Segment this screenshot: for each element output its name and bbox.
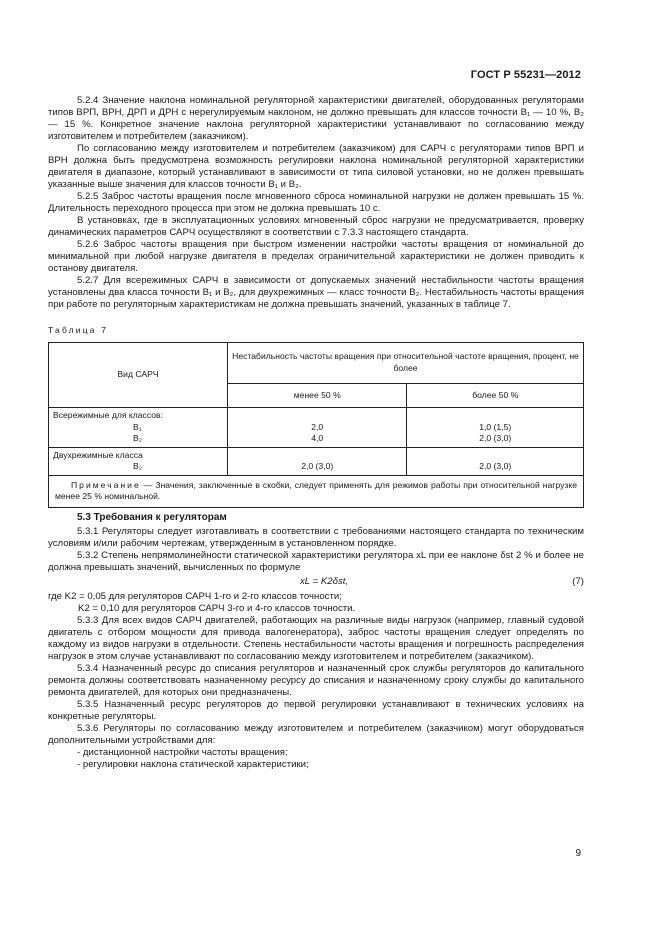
paragraph-5-2-5-installations: В установках, где в эксплуатационных условиях мгновенный сброс нагрузки не предусматривается, проверку динамических параметров САРЧ осуществляют в соответствии с 7.3.3 настоящего стандарта. (48, 215, 584, 238)
table-head-more-50: более 50 % (407, 383, 584, 407)
value-two-mode-less-50: 2,0 (3,0) (228, 447, 407, 475)
paragraph-5-3-5: 5.3.5 Назначенный ресурс регуляторов до первой регулировки устанавливают в технических условиях на конкретные регуляторы. (48, 698, 584, 722)
table-head-group: Нестабильность частоты вращения при относительной частоте вращения, процент, не более (228, 343, 584, 384)
document-body (48, 95, 584, 771)
page-number: 9 (575, 848, 581, 859)
value-b1-more-50: 1,0 (1,5) (479, 421, 512, 432)
value-b2-less-50: 4,0 (311, 433, 324, 443)
row-label-all-mode: Всережимные для классов: (53, 410, 163, 420)
table-head-less-50: менее 50 % (228, 383, 407, 407)
row-label-two-mode: Двухрежимные класса (53, 449, 143, 460)
table-row (49, 408, 584, 448)
list-item: - дистанционной настройки частоты вращения; (77, 746, 288, 758)
paragraph-5-3-4: 5.3.4 Назначенный ресурс до списания регуляторов и назначенный срок службы регуляторов до капитального ремонта должны соответствовать назначенному ресурсу до списания и назначенному сроку службы до капитального ремонта двигателей, для которых они предназначены. (48, 662, 584, 698)
formula-7 (48, 576, 584, 590)
paragraph-5-3-3: 5.3.3 Для всех видов САРЧ двигателей, работающих на различные виды нагрузок (например, главный судовой двигатель с отбором мощности для привода валогенератора), заброс частоты вращения следует определять по каждому из видов нагрузки в отдельности. Степень нестабильности частоты вращения и погрешность распределения нагрузок в этом случае устанавливают по согласованию между изготовителем и потребителем (заказчиком). (48, 614, 584, 662)
row-class-b2-two-mode: В₂ (133, 461, 143, 471)
paragraph-5-2-6: 5.2.6 Заброс частоты вращения при быстром изменении настройки частоты вращения от номинальной до минимальной при любой нагрузке двигателя в пределах ограничительной характеристики не должен приводить к останову двигателя. (48, 239, 584, 274)
paragraph-5-2-4: 5.2.4 Значение наклона номинальной регуляторной характеристики двигателей, оборудованных регуляторами типов ВРП, ВРН, ДРП и ДРН с нерегулируемым наклоном, не должно превышать для классов точности В₁ — 10 %, В₂ — 15 %. Конкретное значение наклона регуляторной характеристики устанавливают по согласованию между изготовителем и потребителем (заказчиком). (48, 95, 584, 142)
table-head-type: Вид САРЧ (49, 343, 228, 408)
value-b2-more-50: 2,0 (3,0) (479, 433, 512, 443)
paragraph-5-3-1: 5.3.1 Регуляторы следует изготавливать в соответствии с требованиями настоящего стандарта по техническим условиям и/или рабочим чертежам, утвержденным в установленном порядке. (48, 525, 584, 549)
where-k2-first: где K2 = 0,05 для регуляторов САРЧ 1-го и 2-го классов точности; (48, 590, 342, 602)
row-class-b1: В₁ (133, 421, 142, 432)
table-note (49, 475, 584, 507)
paragraph-5-3-2: 5.3.2 Степень непрямолинейности статической характеристики регулятора xL при ее наклоне δst 2 % и более не должна превышать значений, вычисленных по формуле (48, 549, 584, 573)
section-title: 5.3 Требования к регуляторам (77, 511, 227, 523)
note-lead: Примечание (71, 479, 141, 490)
value-b1-less-50: 2,0 (311, 421, 324, 432)
formula-number: (7) (572, 575, 584, 587)
paragraph-5-3-6: 5.3.6 Регуляторы по согласованию между изготовителем и потребителем (заказчиком) могут оборудоваться дополнительными устройствами для: (48, 722, 584, 746)
formula-expression: xL = K2δst, (300, 575, 349, 587)
note-text: — Значения, заключенные в скобки, следует применять для режимов работы при относительной нагрузке менее 25 % номинальной. (55, 479, 577, 501)
where-k2-second: K2 = 0,10 для регуляторов САРЧ 3-го и 4-го классов точности. (78, 602, 356, 614)
document-id: ГОСТ Р 55231—2012 (470, 69, 581, 81)
row-class-b2: В₂ (133, 433, 143, 443)
paragraph-5-2-4-agreement: По согласованию между изготовителем и потребителем (заказчиком) для САРЧ с регуляторами типов ВРП и ВРН должна быть предусмотрена возможность регулировки наклона номинальной регуляторной характеристики двигателя в диапазоне, который устанавливают в зависимости от типа силовой установки, но не должен превышать указанные выше значения для классов точности В₁ и В₂. (48, 143, 584, 190)
paragraph-5-2-7: 5.2.7 Для всережимных САРЧ в зависимости от допускаемых значений нестабильности частоты вращения установлены два класса точности В₁ и В₂, для двухрежимных — класс точности В₂. Нестабильность частоты вращения при работе по регуляторным характеристикам не должна превышать значений, указанных в таблице 7. (48, 275, 584, 310)
paragraph-5-2-5: 5.2.5 Заброс частоты вращения после мгновенного сброса номинальной нагрузки не должен превышать 15 %. Длительность переходного процесса при этом не должна превышать 10 с. (48, 191, 584, 214)
list-item: - регулировки наклона статической характеристики; (77, 758, 309, 770)
table-row (49, 447, 584, 475)
table-7 (48, 342, 584, 508)
value-two-mode-more-50: 2,0 (3,0) (407, 447, 584, 475)
table-caption: Таблица 7 (48, 325, 109, 335)
